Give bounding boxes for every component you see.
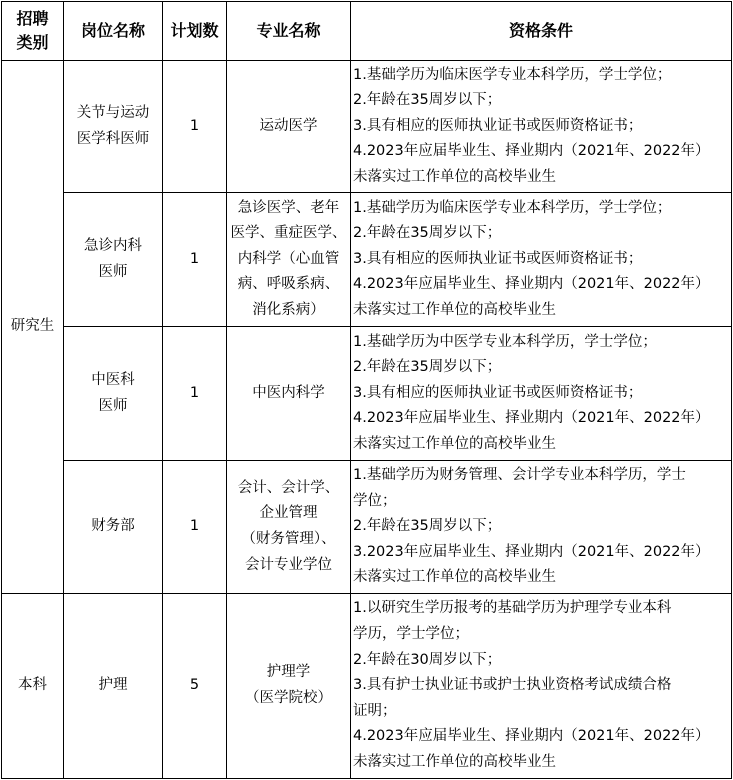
requirement-line: 2.年龄在35周岁以下； (353, 359, 502, 376)
quota-cell: 1 (163, 461, 227, 594)
category-cell: 研究生 (2, 61, 64, 594)
major-cell (227, 461, 351, 594)
requirement-line: 4.2023年应届毕业生、择业期内（2021年、2022年） (353, 728, 710, 745)
requirements-cell (351, 193, 732, 327)
requirement-line: 2.年龄在35周岁以下； (353, 518, 502, 535)
position-line: 财务部 (91, 518, 135, 535)
requirement-line: 2.年龄在35周岁以下； (353, 225, 502, 242)
major-line: 内科学（心血管 (237, 250, 340, 267)
major-line: 中医内科学 (252, 384, 325, 401)
requirements-cell (351, 594, 732, 779)
quota-cell: 1 (163, 327, 227, 461)
header-category-line1: 招聘 (16, 9, 49, 28)
requirement-line: 1.基础学历为临床医学专业本科学历，学士学位； (353, 199, 672, 216)
major-line: 会计专业学位 (245, 556, 332, 573)
requirement-line: 3.2023年应届毕业生、择业期内（2021年、2022年） (353, 543, 710, 560)
header-quota: 计划数 (163, 2, 227, 61)
position-line: 急诊内科 (84, 237, 142, 254)
header-requirements: 资格条件 (351, 2, 732, 61)
requirement-line: 4.2023年应届毕业生、择业期内（2021年、2022年） (353, 410, 710, 427)
requirements-cell (351, 61, 732, 193)
requirements-cell (351, 461, 732, 594)
major-line: 会计、会计学、 (237, 479, 340, 496)
position-cell (64, 61, 163, 193)
requirement-line: 学位； (353, 492, 397, 509)
requirement-line: 2.年龄在30周岁以下； (353, 651, 502, 668)
major-line: 企业管理 (259, 505, 318, 522)
requirement-line: 3.具有护士执业证书或护士执业资格考试成绩合格 (353, 677, 672, 694)
quota-cell: 1 (163, 193, 227, 327)
requirement-line: 未落实过工作单位的高校毕业生 (353, 435, 556, 452)
table-row (2, 61, 732, 193)
position-line: 护理 (98, 677, 128, 694)
major-cell (227, 327, 351, 461)
requirement-line: 学历，学士学位； (353, 626, 469, 643)
major-cell (227, 594, 351, 779)
header-category (2, 2, 64, 61)
position-line: 医师 (98, 397, 128, 414)
position-line: 医师 (98, 263, 128, 280)
major-cell (227, 193, 351, 327)
header-row (2, 2, 732, 61)
position-cell (64, 193, 163, 327)
requirement-line: 4.2023年应届毕业生、择业期内（2021年、2022年） (353, 276, 710, 293)
quota-cell: 5 (163, 594, 227, 779)
position-line: 医学科医师 (76, 130, 150, 147)
major-line: 医学、重症医学、 (230, 225, 347, 242)
requirement-line: 证明； (353, 702, 397, 719)
position-cell (64, 327, 163, 461)
major-line: （医学院校） (245, 690, 332, 706)
position-cell (64, 461, 163, 594)
table-row (2, 193, 732, 327)
major-cell (227, 61, 351, 193)
table-row (2, 461, 732, 594)
requirement-line: 4.2023年应届毕业生、择业期内（2021年、2022年） (353, 143, 710, 160)
position-line: 关节与运动 (76, 104, 150, 121)
requirement-line: 未落实过工作单位的高校毕业生 (353, 569, 556, 586)
requirement-line: 3.具有相应的医师执业证书或医师资格证书； (353, 384, 643, 401)
recruitment-table (1, 1, 732, 779)
requirement-line: 1.基础学历为中医学专业本科学历，学士学位； (353, 333, 657, 350)
requirement-line: 1.基础学历为财务管理、会计学专业本科学历，学士 (353, 467, 686, 484)
requirements-cell (351, 327, 732, 461)
table-row (2, 594, 732, 779)
position-cell (64, 594, 163, 779)
major-line: （财务管理）、 (241, 531, 336, 547)
requirement-line: 3.具有相应的医师执业证书或医师资格证书； (353, 250, 643, 267)
major-line: 急诊医学、老年 (237, 199, 340, 216)
requirement-line: 未落实过工作单位的高校毕业生 (353, 168, 556, 185)
header-category-line2: 类别 (16, 33, 49, 52)
requirement-line: 1.基础学历为临床医学专业本科学历，学士学位； (353, 66, 672, 83)
requirement-line: 未落实过工作单位的高校毕业生 (353, 753, 556, 770)
major-line: 运动医学 (259, 117, 318, 134)
major-line: 消化系病） (252, 301, 325, 318)
quota-cell: 1 (163, 61, 227, 193)
major-line: 护理学 (266, 664, 311, 681)
category-cell: 本科 (2, 594, 64, 779)
requirement-line: 2.年龄在35周岁以下； (353, 92, 502, 109)
requirement-line: 1.以研究生学历报考的基础学历为护理学专业本科 (353, 600, 672, 617)
header-position: 岗位名称 (64, 2, 163, 61)
requirement-line: 3.具有相应的医师执业证书或医师资格证书； (353, 117, 643, 134)
requirement-line: 未落实过工作单位的高校毕业生 (353, 301, 556, 318)
table-row (2, 327, 732, 461)
major-line: 病、呼吸系病、 (237, 276, 340, 293)
position-line: 中医科 (91, 371, 135, 388)
header-major: 专业名称 (227, 2, 351, 61)
